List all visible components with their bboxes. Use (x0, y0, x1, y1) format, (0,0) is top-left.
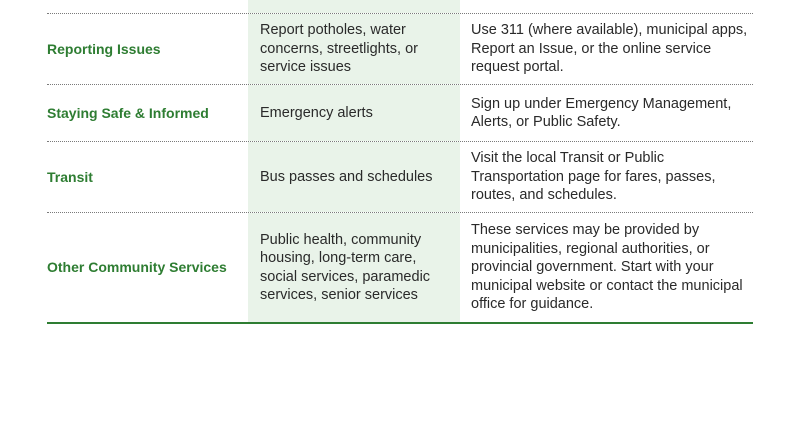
row-how: Use 311 (where available), municipal apps, Report an Issue, or the online service request portal. (471, 22, 748, 76)
table-row-staying-safe (47, 85, 753, 142)
table-row-other-services (47, 213, 753, 324)
row-category (47, 0, 248, 13)
row-service: Public health, community housing, long-term care, social services, paramedic services, senior services (248, 213, 460, 322)
row-service: Emergency alerts (248, 85, 460, 141)
table-row-reporting-issues (47, 14, 753, 85)
services-table (47, 0, 753, 324)
row-category: Staying Safe & Informed (47, 104, 209, 121)
row-how: Visit the local Transit or Public Transportation page for fares, passes, routes, and schedules. (471, 150, 716, 204)
table-row-transit (47, 142, 753, 213)
row-how: These services may be provided by municipalities, regional authorities, or provincial government. Start with your municipal website or contact the municipal office for guidance. (471, 222, 743, 313)
row-category: Other Community Services (47, 259, 227, 276)
row-category: Transit (47, 168, 93, 185)
row-service: Bus passes and schedules (248, 142, 460, 212)
table-row-partial (47, 0, 753, 14)
row-service: Report potholes, water concerns, streetlights, or service issues (248, 14, 460, 84)
row-category: Reporting Issues (47, 40, 161, 57)
row-service (248, 0, 460, 13)
row-how: Sign up under Emergency Management, Alerts, or Public Safety. (471, 95, 732, 130)
row-how (460, 0, 753, 13)
